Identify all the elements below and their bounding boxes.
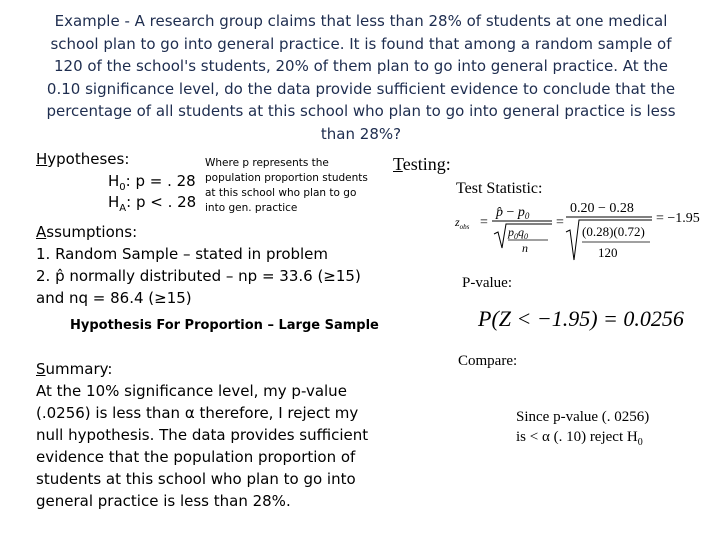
compare-label: Compare: [458, 353, 518, 369]
test-statistic-label: Test Statistic: [456, 180, 543, 197]
null-hypothesis: $H_0$: p = . 28 [108, 172, 196, 193]
equals-sign: = [480, 215, 488, 230]
numeric-denominator-top: (0.28)(0.72) [582, 224, 645, 239]
conclusion [516, 407, 649, 453]
summary-line: At the 10% significance level, my p-value [36, 382, 347, 400]
example-line: percentage of all students at this school who plan to go into general practice is less [46, 102, 676, 120]
alternative-hypothesis: $H_A$: p < . 28 [108, 193, 197, 214]
example-line: school plan to go into general practice. It is found that among a random sample of [50, 34, 672, 53]
symbolic-n: n [522, 241, 528, 255]
summary [36, 358, 376, 512]
assumption-item: 1. Random Sample – stated in problem [36, 245, 329, 263]
summary-title: Summary: [36, 360, 113, 378]
summary-line: evidence that the population proportion of [36, 448, 356, 466]
p-value-expression: P(Z < −1.95) = 0.0256 [478, 306, 684, 331]
numeric-n: 120 [598, 245, 618, 260]
section-title: Hypothesis For Proportion – Large Sample [70, 318, 379, 333]
symbolic-denominator-top: $p_0q_0$ [508, 225, 528, 241]
parameter-definition: Where p represents the population proportion students at this school who plan to go into gen. practice [205, 157, 368, 214]
summary-line: students at this school who plan to go into [36, 470, 356, 488]
symbolic-numerator: p̂ − $p_0$ [496, 205, 530, 221]
example-line: than 28%? [320, 124, 402, 143]
conclusion-line: Since p-value (. 0256) [516, 409, 650, 425]
p-value-label: P-value: [462, 275, 512, 291]
example-line: 120 of the school's students, 20% of them plan to go into general practice. At the [53, 57, 668, 75]
example-line: 0.10 significance level, do the data provide sufficient evidence to conclude that the [46, 79, 676, 98]
conclusion-line: is < α (. 10) reject $H_0$ [516, 429, 643, 448]
assumption-item: 2. p̂ normally distributed – np = 33.6 (≥15) [36, 267, 361, 285]
assumption-item: and nq = 86.4 (≥15) [36, 289, 192, 307]
summary-line: null hypothesis. The data provides sufficient [36, 426, 369, 444]
summary-line: (.0256) is less than α therefore, I reject my [36, 404, 359, 422]
equals-sign-2: = [556, 215, 564, 230]
example-line: Example - A research group claims that less than 28% of students at one medical [54, 12, 668, 30]
numeric-numerator: 0.20 − 0.28 [570, 201, 634, 216]
test-statistic-result: = −1.95 [656, 211, 700, 226]
test-statistic-formula [452, 196, 714, 264]
assumptions-title: Assumptions: [36, 223, 138, 241]
testing-title: Testing: [393, 154, 451, 174]
summary-line: general practice is less than 28%. [36, 492, 291, 510]
hypotheses-title: Hypotheses: [36, 150, 130, 168]
example-problem [40, 10, 682, 145]
z-symbol: $z_{obs}$ [455, 215, 470, 231]
